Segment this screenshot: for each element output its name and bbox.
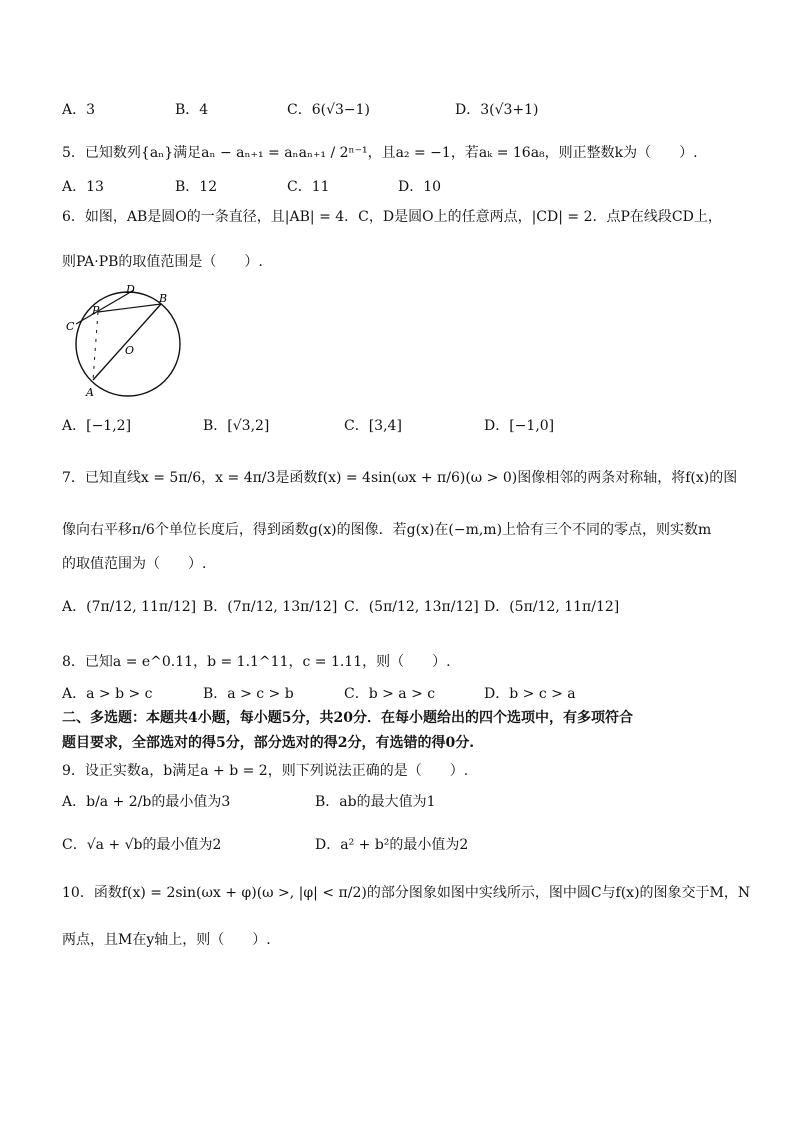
q9-option-a: A．b/a + 2/b的最小值为3 [62, 794, 231, 810]
label-c: C [66, 320, 75, 333]
q8-option-b: B．a > c > b [203, 686, 294, 702]
q7-option-a: A．(7π/12, 11π/12] [62, 599, 197, 615]
q6-text-line1: 6．如图，AB是圆O的一条直径，且|AB| = 4．C，D是圆O上的任意两点，|CD| = 2．点P在线段CD上， [62, 209, 722, 225]
q9-option-d: D．a² + b²的最小值为2 [315, 837, 469, 853]
q6-circle-diagram [62, 284, 192, 402]
q6-option-a: A．[−1,2] [62, 418, 132, 434]
q5-option-c: C．11 [287, 179, 330, 195]
q8-option-d: D．b > c > a [484, 686, 576, 702]
q10-text-line2: 两点，且M在y轴上，则（ ）. [62, 932, 271, 948]
q9-option-b: B．ab的最大值为1 [315, 794, 436, 810]
diameter-ab [93, 304, 161, 380]
q6-option-c: C．[3,4] [344, 418, 402, 434]
q7-option-c: C．(5π/12, 13π/12] [344, 599, 479, 615]
q4-option-d: D．3(√3+1) [455, 102, 539, 118]
q5-text: 5．已知数列{aₙ}满足aₙ − aₙ₊₁ = aₙaₙ₊₁ / 2ⁿ⁻¹，且a₂ = −1，若aₖ = 16a₈，则正整数k为（ ）. [62, 145, 698, 161]
q4-option-c: C．6(√3−1) [287, 102, 371, 118]
q7-text-line3: 的取值范围为（ ）. [62, 556, 207, 572]
q5-option-a: A．13 [62, 179, 104, 195]
q10-text-line1: 10．函数f(x) = 2sin(ωx + φ)(ω >, |φ| < π/2)的部分图象如图中实线所示，图中圆C与f(x)的图象交于M，N [62, 885, 751, 901]
q7-option-d: D．(5π/12, 11π/12] [484, 599, 620, 615]
q7-option-b: B．(7π/12, 13π/12] [203, 599, 338, 615]
q8-option-c: C．b > a > c [344, 686, 436, 702]
label-b: B [159, 292, 168, 305]
q9-option-c: C．√a + √b的最小值为2 [62, 837, 222, 853]
q7-text-line1: 7．已知直线x = 5π/6，x = 4π/3是函数f(x) = 4sin(ωx + π/6)(ω > 0)图像相邻的两条对称轴，将f(x)的图 [62, 470, 738, 486]
label-p: P [92, 304, 100, 317]
section2-heading-line2: 题目要求，全部选对的得5分，部分选对的得2分，有选错的得0分. [62, 735, 475, 751]
q6-option-d: D．[−1,0] [484, 418, 555, 434]
q7-text-line2: 像向右平移π/6个单位长度后，得到函数g(x)的图像．若g(x)在(−m,m)上恰有三个不同的零点，则实数m [62, 522, 712, 538]
segment-pa [93, 312, 98, 380]
section2-heading-line1: 二、多选题：本题共4小题，每小题5分，共20分．在每小题给出的四个选项中，有多项符合 [62, 710, 633, 726]
q8-option-a: A．a > b > c [62, 686, 153, 702]
q5-option-d: D．10 [398, 179, 442, 195]
label-o: O [125, 344, 135, 357]
q6-option-b: B．[√3,2] [203, 418, 270, 434]
label-a: A [86, 386, 94, 399]
q9-text: 9．设正实数a，b满足a + b = 2，则下列说法正确的是（ ）. [62, 763, 469, 779]
q6-text-line2: 则PA·PB的取值范围是（ ）. [62, 254, 263, 270]
q8-text: 8．已知a = e^0.11，b = 1.1^11，c = 1.11，则（ ）. [62, 654, 451, 670]
q4-option-a: A．3 [62, 102, 96, 118]
label-d: D [126, 284, 135, 296]
q4-option-b: B．4 [175, 102, 209, 118]
q5-option-b: B．12 [175, 179, 218, 195]
